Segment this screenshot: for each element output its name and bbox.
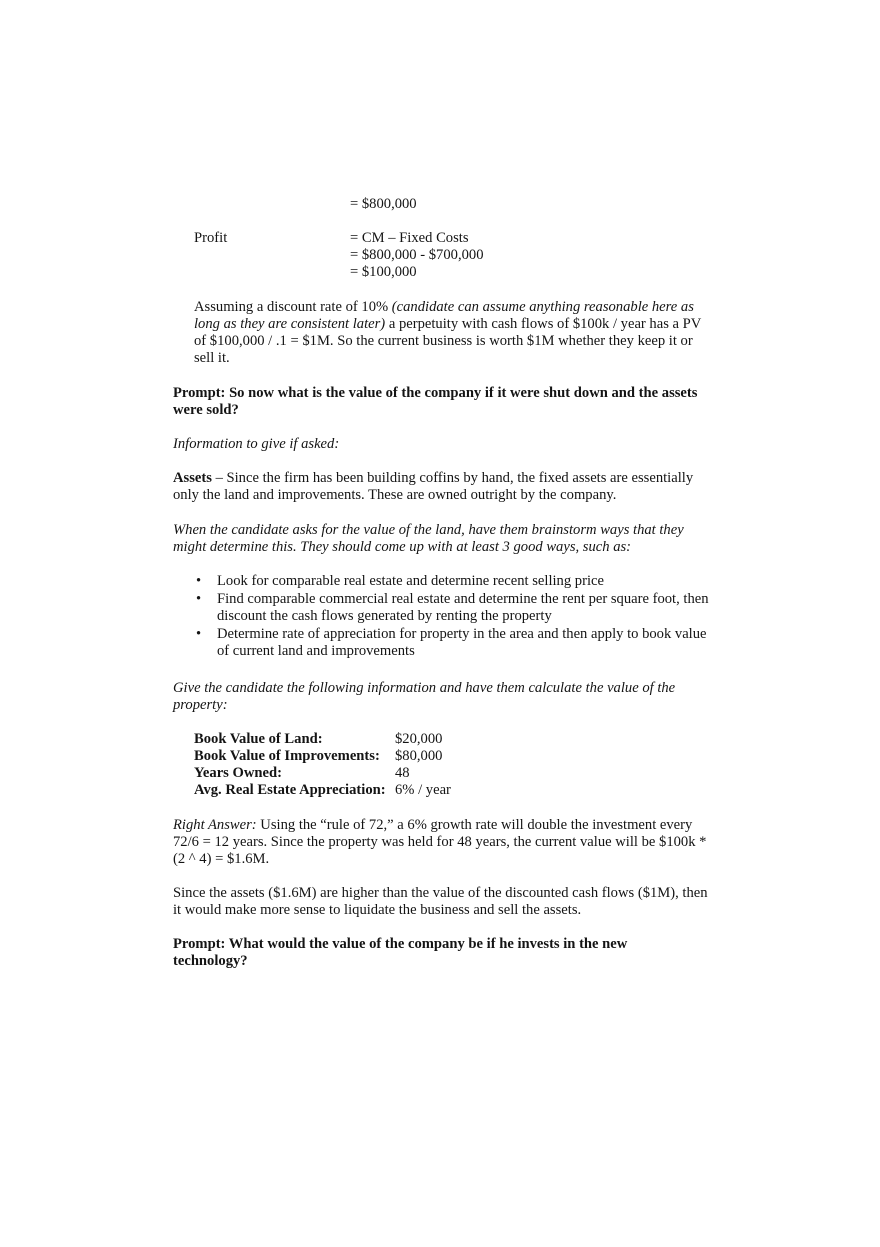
list-item-text: Find comparable commercial real estate and determine the rent per square foot, then discount the cash flows generated by renting the property <box>217 591 709 624</box>
info-if-asked-heading: Information to give if asked: <box>173 436 340 452</box>
right-answer-paragraph <box>173 817 718 868</box>
list-item-text: Look for comparable real estate and determine recent selling price <box>217 573 604 589</box>
assets-text: – Since the firm has been building coffins by hand, the fixed assets are essentially only the land and improvements. These are owned outright by the company. <box>173 470 694 503</box>
profit-label: Profit <box>194 230 228 246</box>
list-item-text: Determine rate of appreciation for property in the area and then apply to book value of current land and improvements <box>217 626 707 659</box>
give-info-paragraph: Give the candidate the following information and have them calculate the value of the property: <box>173 680 676 713</box>
book-value-label: Book Value of Land: <box>194 731 323 747</box>
table-row <box>194 748 451 765</box>
cm-result-line: = $800,000 <box>350 196 417 212</box>
assets-label: Assets <box>173 470 212 486</box>
profit-formula-line-1: = CM – Fixed Costs <box>350 230 469 246</box>
bullet-icon: • <box>196 591 202 607</box>
brainstorm-paragraph: When the candidate asks for the value of the land, have them brainstorm ways that they might determine this. They should come up with at least 3 good ways, such as: <box>173 522 684 555</box>
table-row <box>194 731 451 748</box>
right-answer-text: Using the “rule of 72,” a 6% growth rate will double the investment every 72/6 = 12 years. Since the property was held for 48 years, the current value will be $100k * (2 ^ 4) = $1.6M. <box>173 817 707 867</box>
discount-rate-paragraph <box>194 299 714 367</box>
prompt-liquidation-value: Prompt: So now what is the value of the company if it were shut down and the assets were sold? <box>173 385 698 418</box>
bullet-icon: • <box>196 573 202 589</box>
valuation-methods-list <box>194 573 714 660</box>
conclusion-paragraph: Since the assets ($1.6M) are higher than the value of the discounted cash flows ($1M), then it would make more sense to liquidate the business and sell the assets. <box>173 885 708 918</box>
profit-formula-line-3: = $100,000 <box>350 264 417 280</box>
book-value-value: $20,000 <box>395 731 443 747</box>
table-row <box>194 782 451 799</box>
discount-text-italic: (candidate can assume anything reasonable here as long as they are consistent later) <box>194 299 694 332</box>
profit-formula-line-2: = $800,000 - $700,000 <box>350 247 484 263</box>
list-item <box>194 626 714 660</box>
book-value-label: Book Value of Improvements: <box>194 748 380 764</box>
discount-text-2: a perpetuity with cash flows of $100k / year has a PV of $100,000 / .1 = $1M. So the current business is worth $1M whether they keep it or sell it. <box>194 316 702 366</box>
bullet-icon: • <box>196 626 202 642</box>
book-value-label: Avg. Real Estate Appreciation: <box>194 782 386 798</box>
discount-text-1: Assuming a discount rate of 10% <box>194 299 392 315</box>
list-item <box>194 573 714 590</box>
right-answer-label: Right Answer: <box>173 817 257 833</box>
book-value-label: Years Owned: <box>194 765 282 781</box>
prompt-new-technology-value: Prompt: What would the value of the company be if he invests in the new technology? <box>173 936 628 969</box>
book-value-value: 6% / year <box>395 782 451 798</box>
book-values-table <box>194 731 451 799</box>
assets-paragraph <box>173 470 718 504</box>
table-row <box>194 765 451 782</box>
list-item <box>194 591 714 625</box>
book-value-value: $80,000 <box>395 748 443 764</box>
book-value-value: 48 <box>395 765 410 781</box>
